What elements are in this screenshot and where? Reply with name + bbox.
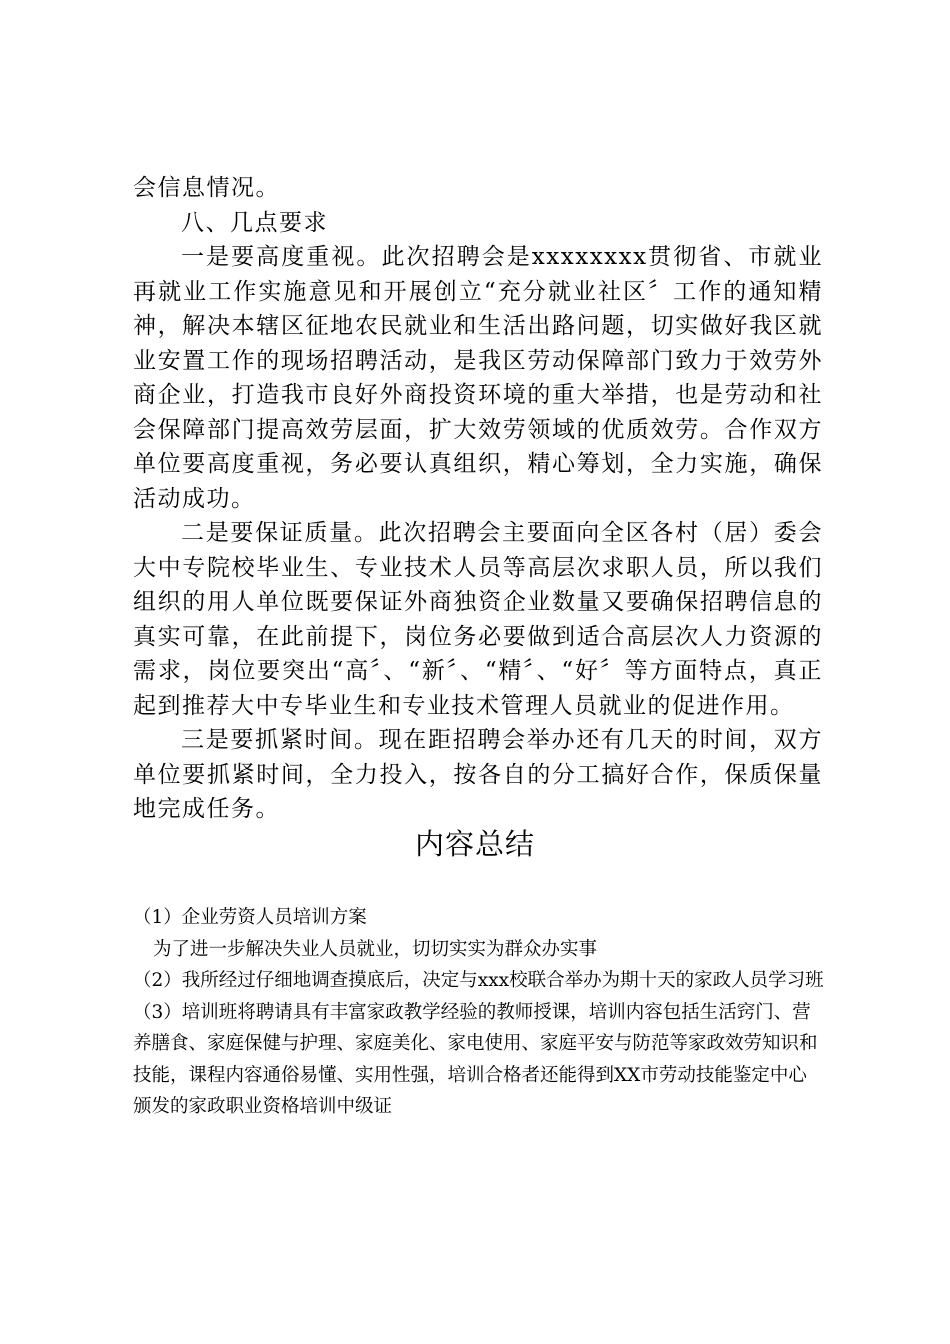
body-section — [133, 171, 823, 827]
paragraph-continuation: 会信息情况。 — [133, 175, 280, 201]
summary-item: （1）企业劳资人员培训方案 — [133, 907, 367, 928]
paragraph-requirement-2: 二是要保证质量。此次招聘会主要面向全区各村（居）委会大中专院校毕业生、专业技术人员等高层次求职人员，所以我们组织的用人单位既要保证外商独资企业数量又要确保招聘信息的真实可靠，在此前提下，岗位务必要做到适合高层次人力资源的需求，岗位要突出“高〞、“新〞、“精〞、“好〞等方面特点，真正起到推荐大中专毕业生和专业技术管理人员就业的促进作用。 — [133, 520, 823, 719]
section-heading: 八、几点要求 — [181, 209, 328, 236]
paragraph-requirement-3: 三是要抓紧时间。现在距招聘会举办还有几天的时间，双方单位要抓紧时间，全力投入，按各自的分工搞好合作，保质保量地完成任务。 — [133, 727, 823, 822]
summary-item: （3）培训班将聘请具有丰富家政教学经验的教师授课，培训内容包括生活窍门、营养膳食、家庭保健与护理、家庭美化、家电使用、家庭平安与防范等家政效劳知识和技能，课程内容通俗易懂、实用性强，培训合格者还能得到XX市劳动技能鉴定中心颁发的家政职业资格培训中级证 — [133, 1001, 818, 1117]
summary-title: 内容总结 — [414, 827, 535, 861]
summary-list — [133, 902, 825, 1123]
paragraph-requirement-1: 一是要高度重视。此次招聘会是xxxxxxxx贯彻省、市就业再就业工作实施意见和开展创立“充分就业社区〞工作的通知精神，解决本辖区征地农民就业和生活出路问题，切实做好我区就业安置工作的现场招聘活动，是我区劳动保障部门致力于效劳外商企业，打造我市良好外商投资环境的重大举措，也是劳动和社会保障部门提高效劳层面，扩大效劳领域的优质效劳。合作双方单位要高度重视，务必要认真组织，精心筹划，全力实施，确保活动成功。 — [133, 244, 823, 512]
summary-item: 为了进一步解决失业人员就业，切切实实为群众办实事 — [153, 938, 598, 960]
summary-item: （2）我所经过仔细地调查摸底后，决定与xxx校联合举办为期十天的家政人员学习班 — [133, 970, 824, 991]
